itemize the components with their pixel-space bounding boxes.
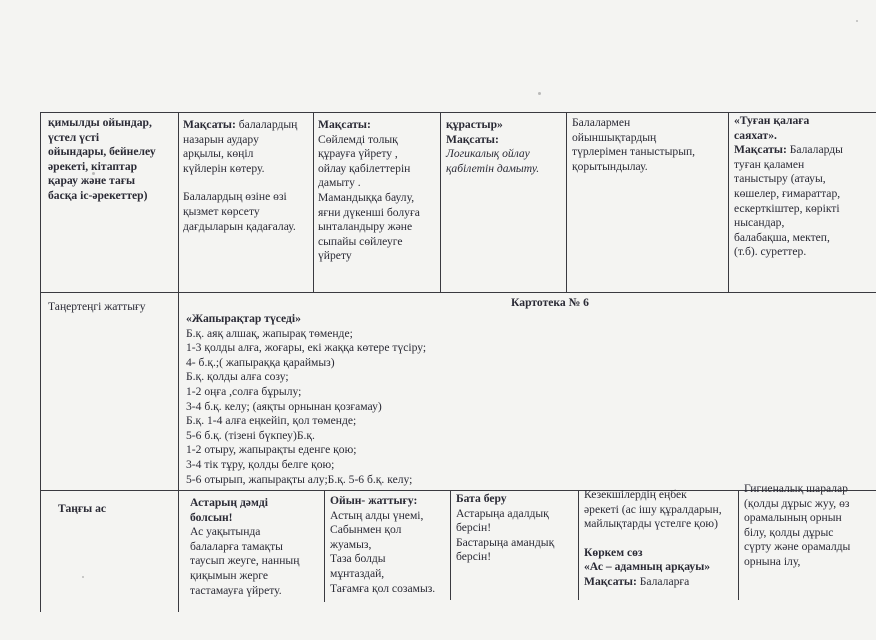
goal-cell-1: Мақсаты: балалардың назарын аудару арқылы, көңіл күйлерін көтеру. Балалардың өзіне өзі қызмет көрсету дағдыларын қадағалау. bbox=[183, 118, 298, 233]
goal-cell-4: Балалармен ойыншықтардың түрлерімен таныстырып, қорытындылау. bbox=[572, 116, 696, 173]
card-file-header: Картотека № 6 bbox=[511, 296, 589, 309]
goal-cell-3: құрастыр» Мақсаты: Логикалық ойлау қабілетін дамыту. bbox=[446, 118, 540, 175]
exercise-content: «Жапырақтар түседі» Б.қ. аяқ алшақ, жапырақ төменде; 1-3 қолды алға, жоғары, екі жаққа көтере түсіру; 4- б.қ.;( жапыраққа қараймыз) Б.қ. қолды алға созу; 1-2 оңға ,солға бұрылу; 3-4 б.қ. келу; (аяқты орнынан қозғамау) Б.қ. 1-4 алға еңкейіп, қол төменде; 5-6 б.қ. (тізені бүкпеу)Б.қ. 1-2 отыру, жапырақты еденге қою; 3-4 тік тұру, қолды белге қою; 5-6 отырып, жапырақты алу;Б.қ. 5-6 б.қ. келу; bbox=[186, 312, 427, 486]
breakfast-cell-5: Гигиеналық шаралар (қолды дұрыс жуу, өз орамалының орнын білу, қолды дұрыс сүрту және орамалды орнына ілу, bbox=[744, 482, 851, 568]
scan-speck bbox=[856, 20, 858, 22]
breakfast-cell-1: Астарың дәмді болсын! Ас уақытында балаларға тамақты таусып жеуге, нанның қиқымын жерге тастамауға үйрету. bbox=[190, 496, 300, 597]
breakfast-label: Таңғы ас bbox=[58, 502, 107, 515]
activity-types-cell: қимылды ойындар, үстел үсті ойындары, бейнелеу әрекеті, кітаптар қарау және тағы басқа іс-әрекеттер) bbox=[48, 116, 156, 202]
goal-cell-5: «Туған қалаға саяхат». Мақсаты: Балаларды туған қаламен таныстыру (атауы, көшелер, ғимараттар, ескерткіштер, көрікті нысандар, балабақша, мектеп, (т.б). суреттер. bbox=[734, 114, 843, 259]
goal-cell-2: Мақсаты: Сөйлемді толық құрауға үйрету , ойлау қабілеттерін дамыту . Мамандыққа баулу, яғни дүкенші болуға ынталандыру және сыпайы сөйлеуге үйрету bbox=[318, 118, 420, 263]
breakfast-cell-2: Ойын- жаттығу: Астың алды үнемі, Сабынмен қол жуамыз, Таза болды мұнтаздай, Тағамға қол созамыз. bbox=[330, 494, 436, 595]
scan-speck bbox=[82, 576, 84, 578]
breakfast-cell-3: Бата беру Астарыңа адалдық берсін! Бастарыңа амандық берсін! bbox=[456, 492, 555, 564]
morning-exercise-label: Таңертеңгі жаттығу bbox=[48, 300, 146, 313]
scan-speck bbox=[538, 92, 541, 95]
breakfast-cell-4: Кезекшілердің еңбек әрекеті (ас ішу құралдарын, майлықтарды үстелге қою) Көркем сөз «Ас – адамның арқауы» Мақсаты: Балаларға bbox=[584, 488, 722, 588]
